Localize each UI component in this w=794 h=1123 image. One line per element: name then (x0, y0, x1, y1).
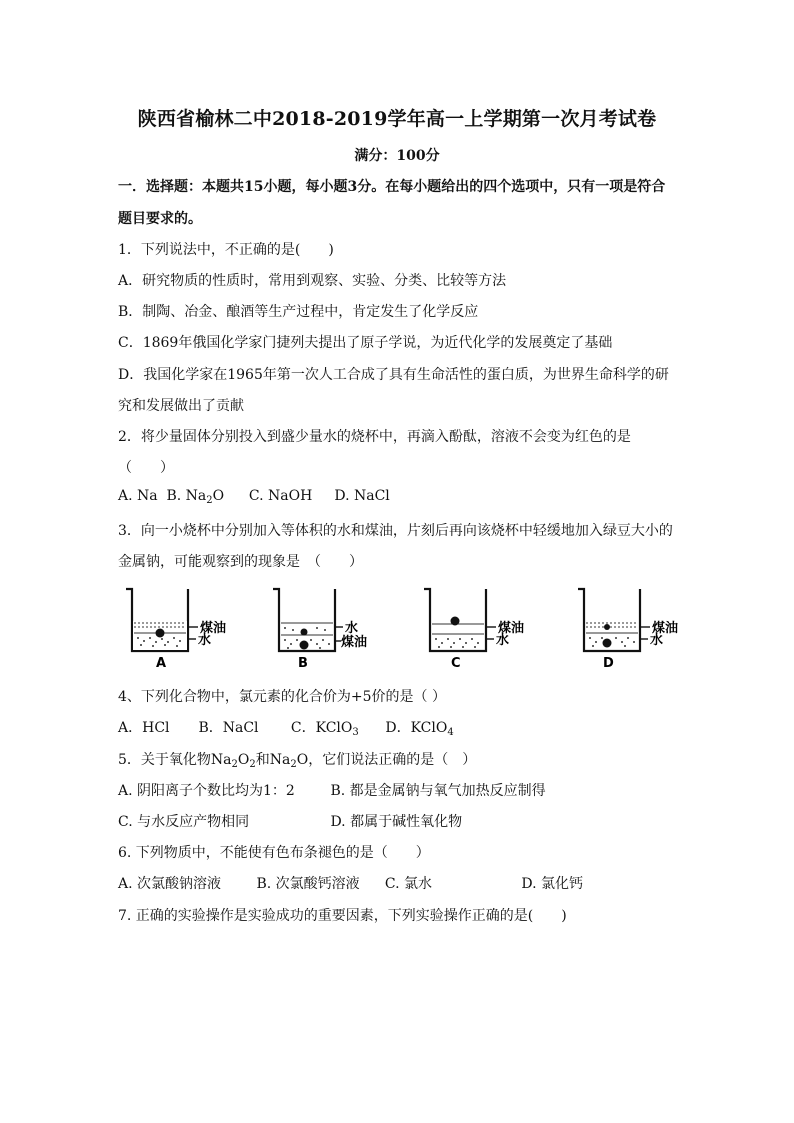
q4-option-d (385, 717, 453, 737)
q3-d-letter: D (603, 656, 614, 671)
q1-stem: 1．下列说法中，不正确的是( ) (118, 242, 334, 258)
q4-option-c-sub: 3 (352, 727, 359, 738)
q3-d-top-label: 煤油 (652, 621, 679, 636)
q5-stem-text3: 和Na (255, 752, 291, 768)
q2-stem-line2: （ ） (118, 460, 174, 476)
q1-option-c: C．1869年俄国化学家门捷列夫提出了原子学说，为近代化学的发展奠定了基础 (118, 335, 613, 351)
q3-b-letter: B (298, 656, 308, 671)
q1-option-d-line2: 究和发展做出了贡献 (118, 398, 244, 414)
q5-stem-text1: 5．关于氧化物Na (118, 752, 232, 768)
q5-option-b: B. 都是金属钠与氧气加热反应制得 (330, 783, 546, 799)
q3-beaker-d (576, 583, 679, 671)
q3-beaker-c (422, 583, 525, 671)
q2-stem-line1: 2．将少量固体分别投入到盛少量水的烧杯中，再滴入酚酞，溶液不会变为红色的是 (118, 429, 631, 445)
q2-option-b (166, 488, 244, 504)
q3-stem-line2: 金属钠，可能观察到的现象是 （ ） (118, 554, 363, 570)
q6-option-a: A. 次氯酸钠溶液 (118, 876, 222, 892)
q3-a-bottom-label: 水 (198, 633, 212, 648)
q4-stem: 4、下列化合物中，氯元素的化合价为+5价的是（ ） (118, 689, 446, 705)
q4-option-c (291, 717, 381, 737)
q5-stem (118, 749, 476, 769)
q5-sub3: 2 (290, 759, 297, 770)
q2-option-d: D. NaCl (334, 488, 390, 504)
q7-stem: 7. 正确的实验操作是实验成功的重要因素，下列实验操作正确的是( ) (118, 908, 567, 924)
q3-beaker-b (271, 583, 371, 671)
q6-option-c: C. 氯水 (384, 876, 433, 892)
q6-options (118, 873, 583, 893)
q5-options-row1 (118, 780, 546, 800)
q5-stem-text4: O，它们说法正确的是（ ） (296, 752, 477, 768)
exam-title: 陕西省榆林二中2018-2019学年高一上学期第一次月考试卷 (137, 108, 657, 130)
q5-sub1: 2 (231, 759, 238, 770)
q3-figure-row (118, 583, 678, 673)
full-score: 满分：100分 (354, 148, 440, 164)
q2-options (118, 488, 390, 504)
q2-option-b-text2: O (212, 488, 225, 504)
q1-option-d-line1: D．我国化学家在1965年第一次人工合成了具有生命活性的蛋白质，为世界生命科学的研 (118, 367, 669, 383)
q3-c-bottom-label: 水 (496, 633, 510, 648)
q3-stem-line1: 3．向一小烧杯中分别加入等体积的水和煤油，片刻后再向该烧杯中轻缓地加入绿豆大小的 (118, 523, 673, 539)
q4-option-c-text: C．KClO (290, 720, 353, 736)
q6-stem: 6. 下列物质中，不能使有色布条褪色的是（ ） (118, 845, 430, 861)
q4-option-d-text: D．KClO (385, 720, 448, 736)
q5-option-c: C. 与水反应产物相同 (118, 814, 250, 830)
q4-option-a: A．HCl (118, 720, 170, 736)
q5-option-a: A. 阴阳离子个数比均为1：2 (118, 783, 295, 799)
q5-options-row2 (118, 811, 462, 831)
q5-sub2: 2 (249, 759, 256, 770)
q2-option-b-text: B. Na (166, 488, 207, 504)
q2-option-c: C. NaOH (248, 488, 313, 504)
section-heading-line1: 一．选择题：本题共15小题，每小题3分。在每小题给出的四个选项中，只有一项是符合 (118, 179, 666, 195)
q3-b-bottom-label: 煤油 (341, 635, 368, 650)
q4-option-d-sub: 4 (447, 727, 454, 738)
q3-a-top-label: 煤油 (200, 621, 227, 636)
q6-option-d: D. 氯化钙 (521, 876, 583, 892)
q1-option-a: A．研究物质的性质时，常用到观察、实验、分类、比较等方法 (118, 273, 507, 289)
q5-option-d: D. 都属于碱性氧化物 (330, 814, 463, 830)
q3-b-top-label: 水 (345, 621, 359, 636)
q6-option-b: B. 次氯酸钙溶液 (256, 876, 360, 892)
q3-d-bottom-label: 水 (650, 633, 664, 648)
q3-beaker-a (124, 583, 227, 671)
q3-a-letter: A (156, 656, 167, 671)
q2-option-b-sub: 2 (206, 495, 213, 506)
q3-c-top-label: 煤油 (498, 621, 525, 636)
q5-stem-text2: O (237, 752, 250, 768)
q2-option-a: A. Na (118, 488, 158, 504)
q1-option-b: B．制陶、冶金、酿酒等生产过程中，肯定发生了化学反应 (118, 304, 479, 320)
q4-options (118, 717, 454, 737)
q3-c-letter: C (451, 656, 461, 671)
section-heading-line2: 题目要求的。 (118, 211, 202, 227)
q4-option-b: B．NaCl (198, 720, 259, 736)
